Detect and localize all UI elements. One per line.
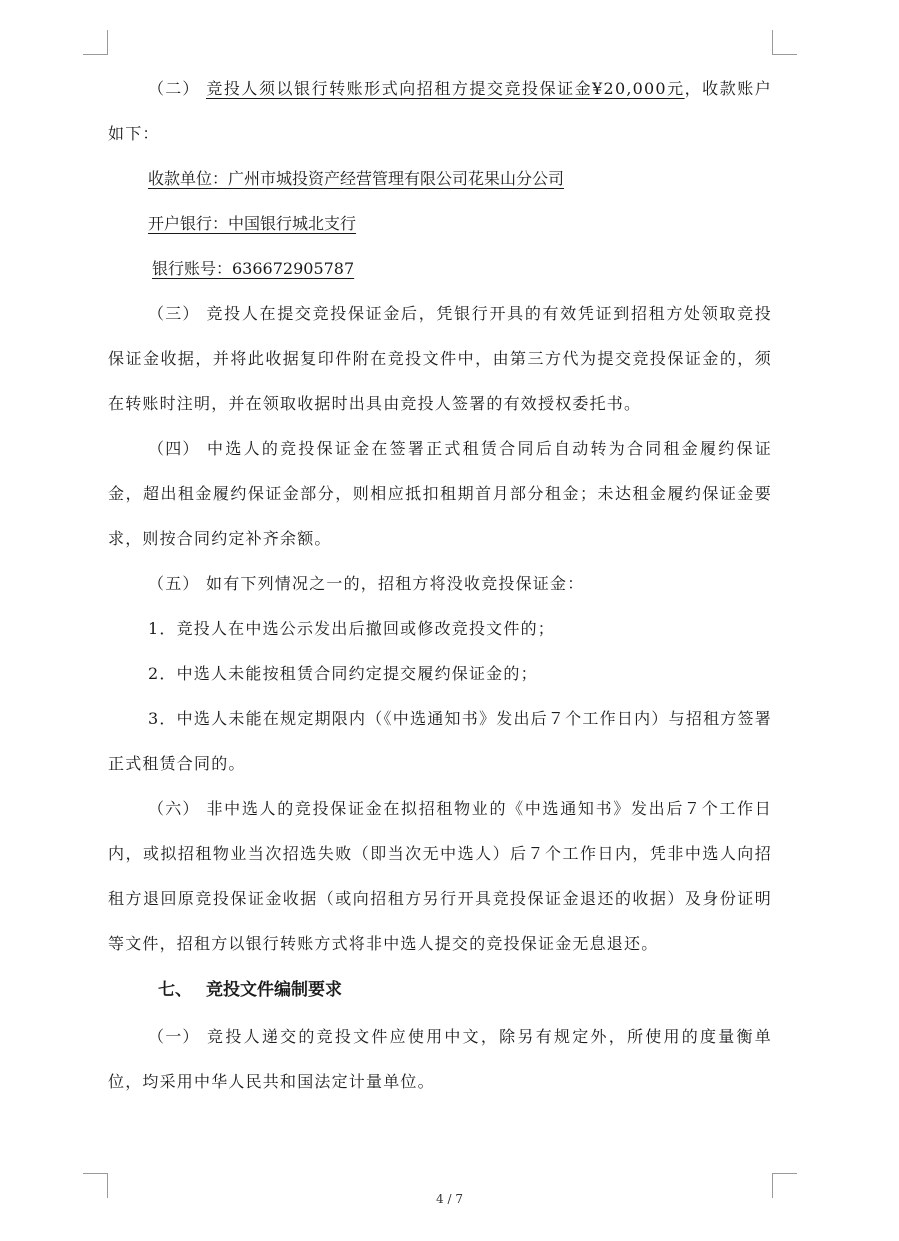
paragraph-number: （五） [148, 574, 200, 593]
document-body [108, 66, 772, 1104]
account-bank: 开户银行：中国银行城北支行 [148, 214, 357, 233]
list-item: 2．中选人未能按租赁合同约定提交履约保证金的； [148, 664, 538, 683]
paragraph-text: 竞投人在提交竞投保证金后，凭银行开具的有效凭证到招租方处领取竞投保证金收据，并将此收据复印件附在竞投文件中，由第三方代为提交竞投保证金的，须在转账时注明，并在领取收据时出具由竞投人签署的有效授权委托书。 [108, 304, 772, 413]
page-number: 4 / 7 [436, 1192, 463, 1206]
paragraph-5 [108, 561, 772, 606]
account-number: 银行账号：636672905787 [152, 259, 355, 278]
paragraph-number: （六） [148, 799, 200, 818]
paragraph-text: 非中选人的竞投保证金在拟招租物业的《中选通知书》发出后７个工作日内，或拟招租物业当次招选失败（即当次无中选人）后７个工作日内，凭非中选人向招租方退回原竞投保证金收据（或向招租方另行开具竞投保证金退还的收据）及身份证明等文件，招租方以银行转账方式将非中选人提交的竞投保证金无息退还。 [108, 799, 772, 953]
paragraph-7-1 [108, 1014, 772, 1104]
paragraph-number: （四） [148, 439, 200, 458]
paragraph-6 [108, 786, 772, 966]
paragraph-3 [108, 291, 772, 426]
paragraph-number: （二） [148, 79, 200, 98]
paragraph-number: （一） [148, 1027, 200, 1046]
account-payee: 收款单位：广州市城投资产经营管理有限公司花果山分公司 [148, 169, 565, 188]
paragraph-text: 中选人的竞投保证金在签署正式租赁合同后自动转为合同租金履约保证金，超出租金履约保证金部分，则相应抵扣租期首月部分租金；未达租金履约保证金要求，则按合同约定补齐余额。 [108, 439, 772, 548]
deposit-requirement: 竞投人须以银行转账形式向招租方提交竞投保证金¥20,000元 [206, 79, 685, 98]
paragraph-text: 如有下列情况之一的，招租方将没收竞投保证金： [206, 574, 585, 593]
corner-crop-mark [772, 30, 797, 55]
section-title: 竞投文件编制要求 [206, 980, 342, 1000]
list-item: 3．中选人未能在规定期限内（《中选通知书》发出后７个工作日内）与招租方签署正式租赁合同的。 [108, 709, 772, 773]
paragraph-text: 竞投人递交的竞投文件应使用中文，除另有规定外，所使用的度量衡单位，均采用中华人民共和国法定计量单位。 [108, 1027, 772, 1091]
list-item: 1．竞投人在中选公示发出后撤回或修改竞投文件的； [148, 619, 555, 638]
section-number: 七、 [158, 980, 192, 1000]
paragraph-number: （三） [148, 304, 200, 323]
paragraph-2 [108, 66, 772, 156]
paragraph-text: ，收款账户如下： [108, 79, 772, 143]
paragraph-4 [108, 426, 772, 561]
section-heading [108, 966, 772, 1014]
corner-crop-mark [83, 30, 108, 55]
